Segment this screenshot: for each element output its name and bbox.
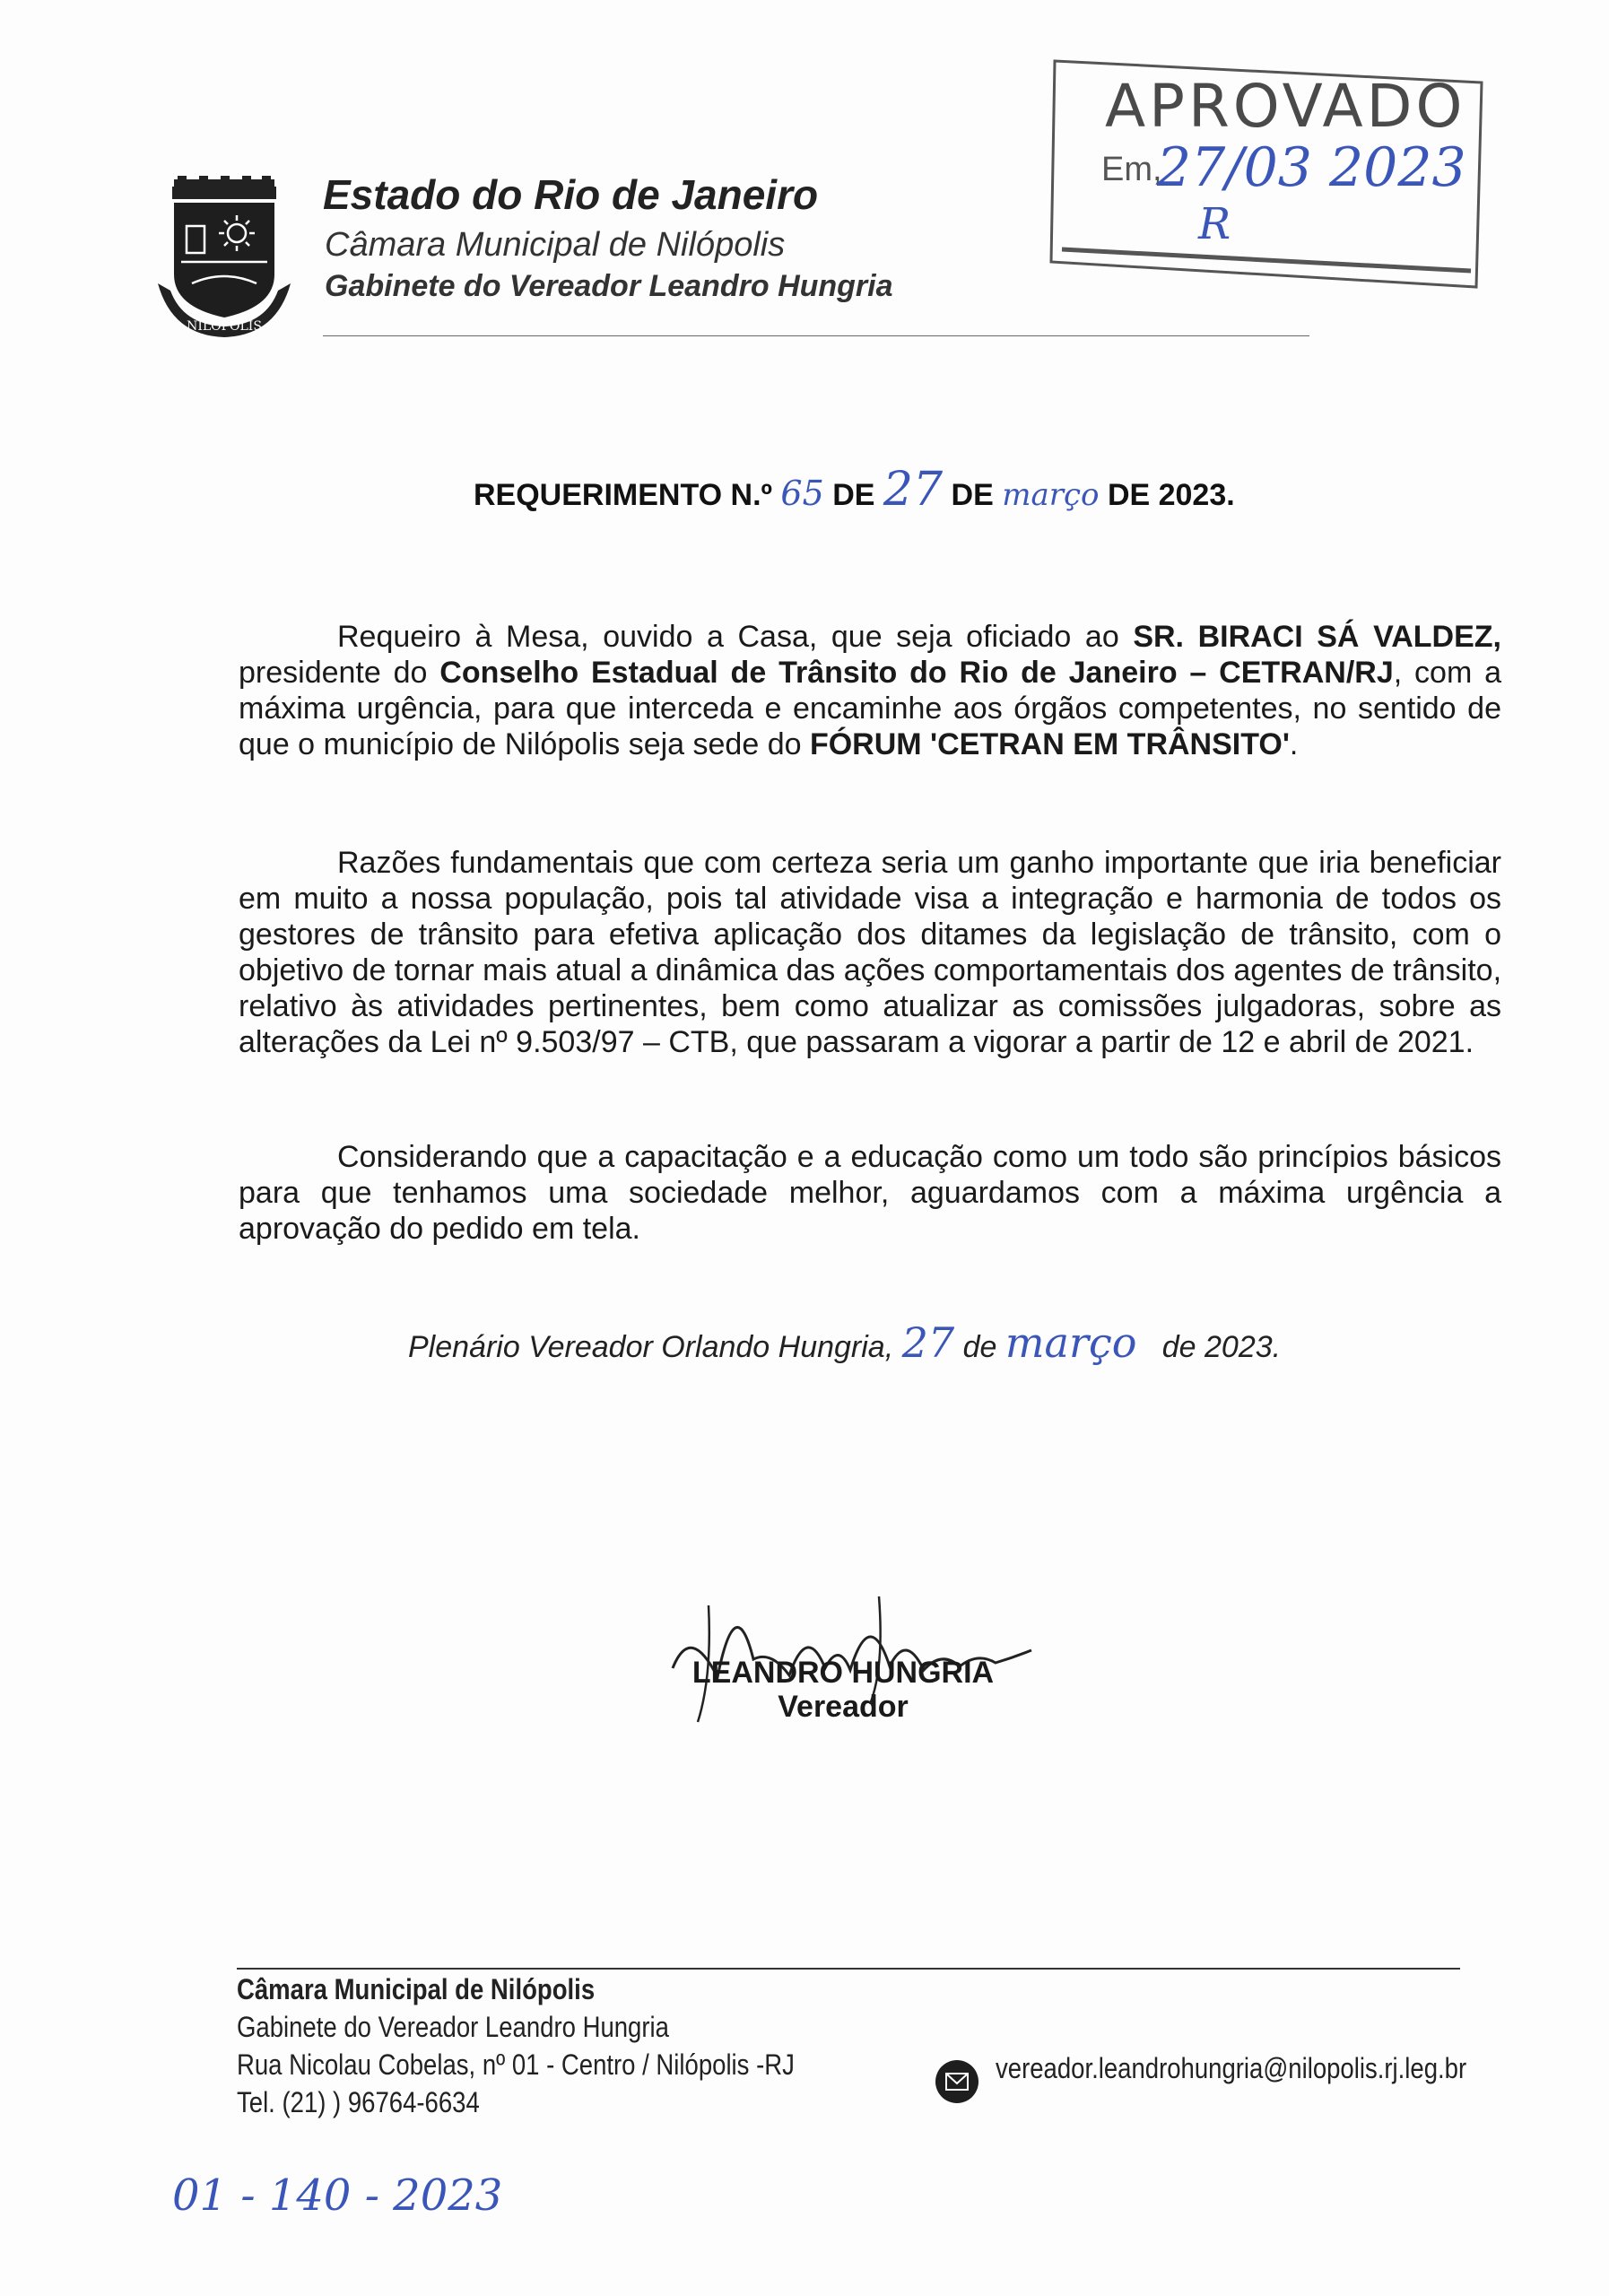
protocol-number: 01 - 140 - 2023 xyxy=(172,2170,503,2221)
mail-icon xyxy=(935,2059,979,2104)
footer-gabinete: Gabinete do Vereador Leandro Hungria xyxy=(237,2011,669,2043)
stamp-handwritten-date: 27/03 2023 xyxy=(1157,136,1466,199)
place-month: março xyxy=(1005,1318,1137,1367)
footer-divider xyxy=(237,1968,1460,1970)
header-camara: Câmara Municipal de Nilópolis xyxy=(325,226,786,264)
place-day: 27 xyxy=(901,1318,955,1367)
signatory-name: LEANDRO HUNGRIA xyxy=(691,1656,995,1690)
place-date: Plenário Vereador Orlando Hungria, 27 de março de 2023. xyxy=(408,1318,1282,1367)
title-day: 27 xyxy=(883,463,944,517)
signatory-role: Vereador xyxy=(778,1690,909,1724)
stamp-title: APROVADO xyxy=(1105,72,1466,141)
stamp-em-label: Em, xyxy=(1101,151,1162,188)
title-number: 65 xyxy=(780,474,824,513)
footer-phone: Tel. (21) ) 96764-6634 xyxy=(237,2086,480,2118)
title-month: março xyxy=(1002,477,1100,513)
header-divider xyxy=(323,335,1309,336)
header-gabinete: Gabinete do Vereador Leandro Hungria xyxy=(325,269,893,303)
footer-email[interactable]: vereador.leandrohungria@nilopolis.rj.leg.br xyxy=(996,2052,1467,2084)
coat-of-arms-text: NILOPOLIS xyxy=(187,319,262,334)
title-de-2: DE xyxy=(951,478,994,512)
title-prefix: REQUERIMENTO N.º xyxy=(474,478,772,512)
title-year: DE 2023. xyxy=(1107,478,1235,512)
stamp-handwritten-initial: R xyxy=(1198,199,1231,249)
header-state: Estado do Rio de Janeiro xyxy=(323,171,819,218)
footer-camara: Câmara Municipal de Nilópolis xyxy=(237,1973,596,2005)
title-de-1: DE xyxy=(832,478,875,512)
paragraph-reasons: Razões fundamentais que com certeza seria um ganho importante que iria beneficiar em muito a nossa população, pois tal atividade visa a integração e harmonia de todos os gestores de trânsito para efetiva aplicação dos ditames da legislação de trânsito, com o objetivo de tornar mais atual a dinâmica das ações comportamentais dos agentes de trânsito, relativo às atividades pertinentes, bem como atualizar as comissões julgadoras, sobre as alterações da Lei nº 9.503/97 – CTB, que passaram a vigorar a partir de 12 e abril de 2021. xyxy=(239,846,1502,1059)
paragraph-considering: Considerando que a capacitação e a educação como um todo são princípios básicos para que tenhamos uma sociedade melhor, aguardamos com a máxima urgência a aprovação do pedido em tela. xyxy=(239,1140,1501,1246)
paragraph-request: Requeiro à Mesa, ouvido a Casa, que seja oficiado ao SR. BIRACI SÁ VALDEZ, presidente do Conselho Estadual de Trânsito do Rio de Janeiro – CETRAN/RJ, com a máxima urgência, para que interceda e encaminhe aos órgãos competentes, no sentido de que o município de Nilópolis seja sede do FÓRUM 'CETRAN EM TRÂNSITO'. xyxy=(239,620,1502,761)
footer-address: Rua Nicolau Cobelas, nº 01 - Centro / Nilópolis -RJ xyxy=(237,2048,795,2081)
document-title xyxy=(474,463,1235,517)
coat-of-arms-icon xyxy=(154,176,294,339)
